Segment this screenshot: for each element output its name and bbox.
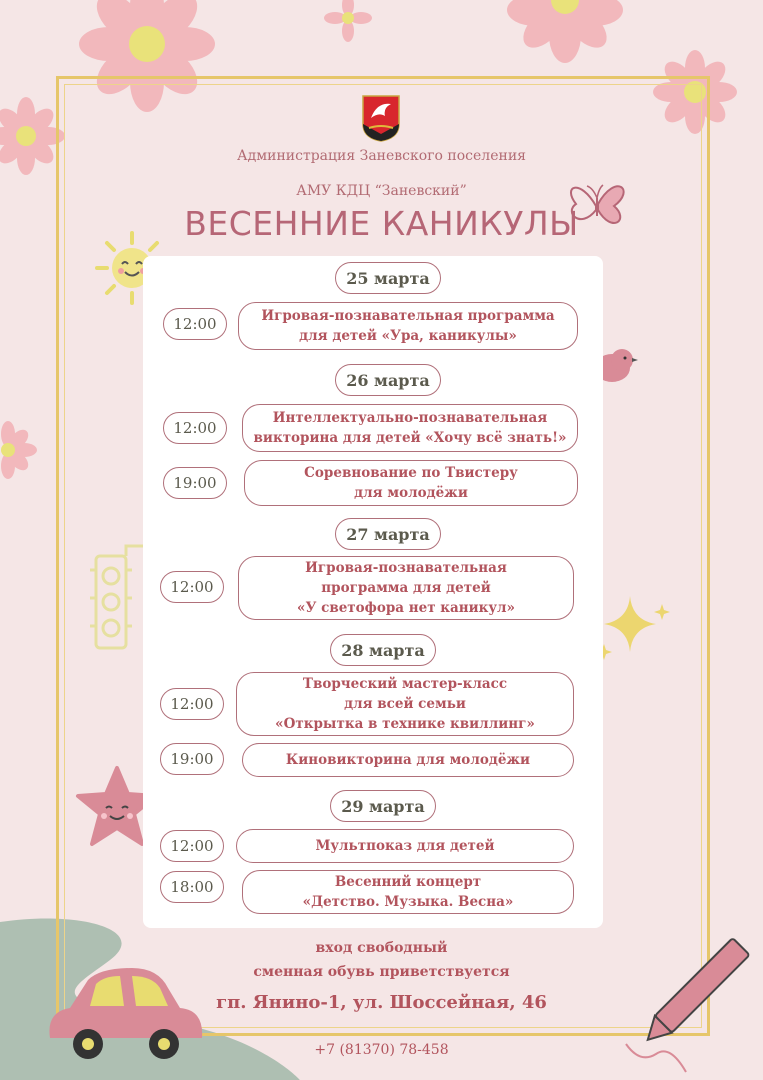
event-title-line: «Детство. Музыка. Весна» — [302, 894, 514, 910]
administration-name: Администрация Заневского поселения — [237, 148, 526, 164]
event-title-line: для всей семьи — [344, 696, 466, 712]
event-time: 19:00 — [160, 743, 224, 775]
event-title-line: «Открытка в технике квиллинг» — [275, 716, 535, 732]
address: гп. Янино-1, ул. Шоссейная, 46 — [216, 992, 547, 1013]
date-label: 29 марта — [330, 790, 436, 822]
event-title-line: Игровая-познавательная программа — [261, 308, 555, 324]
event-title-line: «У светофора нет каникул» — [297, 600, 515, 616]
event-time: 12:00 — [163, 412, 227, 444]
event-card — [244, 460, 578, 506]
event-card — [238, 556, 574, 620]
organization-name: АМУ КДЦ “Заневский” — [296, 183, 467, 199]
event-card — [236, 672, 574, 736]
shoes-note: сменная обувь приветствуется — [253, 964, 510, 980]
event-time: 12:00 — [163, 308, 227, 340]
event-title-line: Творческий мастер-класс — [302, 676, 508, 692]
page-title: ВЕСЕННИЕ КАНИКУЛЫ — [184, 204, 579, 243]
event-title-line: Соревнование по Твистеру — [304, 465, 518, 481]
event-title-line: Интеллектуально-познавательная — [272, 410, 548, 426]
date-label: 28 марта — [330, 634, 436, 666]
butterfly-icon — [560, 172, 636, 238]
event-time: 12:00 — [160, 571, 224, 603]
date-label: 27 марта — [335, 518, 441, 550]
event-time: 12:00 — [160, 688, 224, 720]
event-title-line: Игровая-познавательная — [305, 560, 507, 576]
date-label: 25 марта — [335, 262, 441, 294]
free-entry-note: вход свободный — [315, 940, 448, 956]
event-title-line: викторина для детей «Хочу всё знать!» — [253, 430, 567, 446]
event-title-line: для молодёжи — [354, 485, 468, 501]
event-card — [236, 829, 574, 863]
traffic-light-icon — [84, 540, 144, 652]
event-card — [242, 743, 574, 777]
event-card — [242, 404, 578, 452]
event-title-line: программа для детей — [321, 580, 491, 596]
event-card — [242, 870, 574, 914]
date-label: 26 марта — [335, 364, 441, 396]
event-time: 19:00 — [163, 467, 227, 499]
event-title-line: Киновикторина для молодёжи — [285, 752, 531, 768]
event-time: 12:00 — [160, 830, 224, 862]
event-title-line: Мультпоказ для детей — [315, 838, 495, 854]
phone-number: +7 (81370) 78-458 — [314, 1042, 449, 1058]
event-title-line: Весенний концерт — [334, 874, 482, 890]
event-title-line: для детей «Ура, каникулы» — [299, 328, 517, 344]
event-time: 18:00 — [160, 871, 224, 903]
event-card — [238, 302, 578, 350]
coat-of-arms-icon — [361, 94, 401, 142]
